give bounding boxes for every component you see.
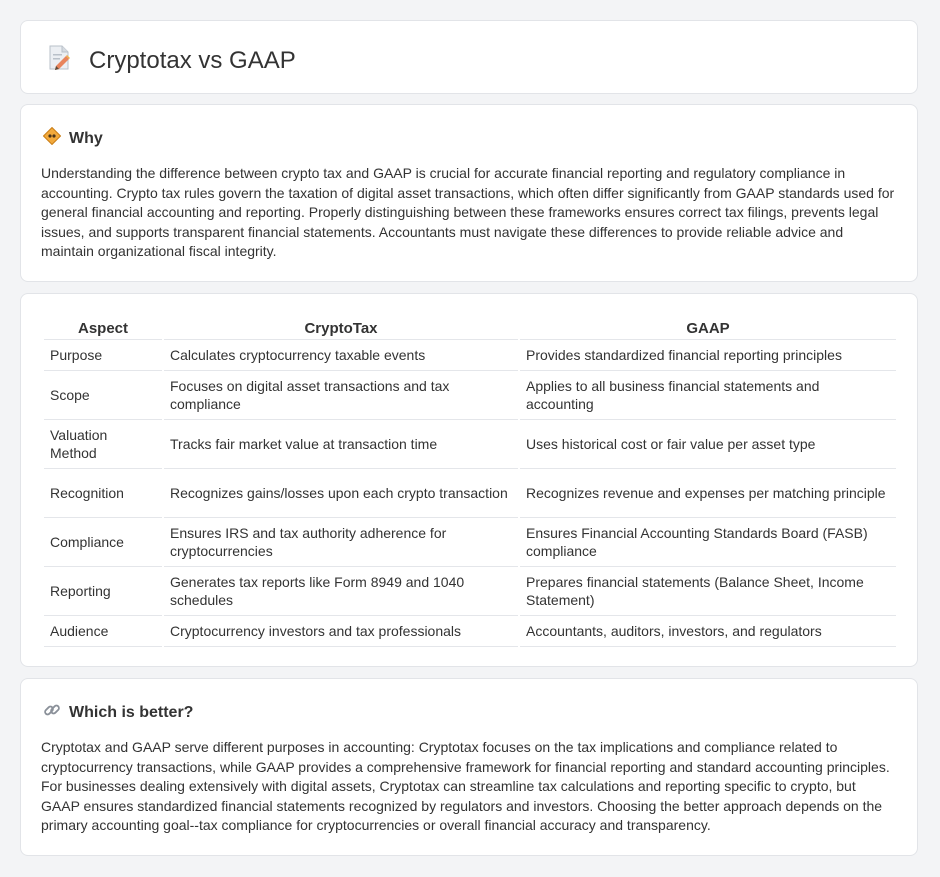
which-better-text: Cryptotax and GAAP serve different purposes in accounting: Cryptotax focuses on the tax implications and compliance related to cryptocurrency transactions, while GAAP provides a comprehensive framework for financial reporting and standard accounting principles. For businesses dealing extensively with digital assets, Cryptotax can streamline tax calculations and reporting specific to crypto, but GAAP ensures standardized financial statements recognized by regulators and investors. Choosing the better approach depends on the primary accounting goal--tax compliance for cryptocurrencies or overall financial accuracy and transparency.	[41, 739, 890, 834]
cryptotax-cell: Focuses on digital asset transactions and tax compliance	[164, 371, 518, 420]
gaap-cell: Provides standardized financial reporting principles	[520, 340, 896, 371]
aspect-cell: Reporting	[44, 567, 162, 616]
aspect-cell: Purpose	[44, 340, 162, 371]
table-row	[44, 469, 896, 518]
cryptotax-cell: Generates tax reports like Form 8949 and 1040 schedules	[164, 567, 518, 616]
gaap-cell: Uses historical cost or fair value per asset type	[520, 420, 896, 469]
cryptotax-cell: Ensures IRS and tax authority adherence for cryptocurrencies	[164, 518, 518, 567]
cryptotax-cell: Cryptocurrency investors and tax professionals	[164, 616, 518, 647]
why-text: Understanding the difference between crypto tax and GAAP is crucial for accurate financial reporting and regulatory compliance in accounting. Crypto tax rules govern the taxation of digital asset transactions, which often differ significantly from GAAP standards used for general financial accounting and reporting. Properly distinguishing between these frameworks ensures correct tax filings, prevents legal issues, and supports transparent financial statements. Accountants must navigate these differences to provide reliable advice and maintain organizational fiscal integrity.	[41, 165, 895, 260]
aspect-cell: Scope	[44, 371, 162, 420]
gaap-cell: Applies to all business financial statements and accounting	[520, 371, 896, 420]
aspect-cell: Compliance	[44, 518, 162, 567]
aspect-cell: Audience	[44, 616, 162, 647]
table-row	[44, 340, 896, 371]
page-title: Cryptotax vs GAAP	[89, 46, 296, 74]
gaap-cell: Ensures Financial Accounting Standards Board (FASB) compliance	[520, 518, 896, 567]
header-gaap: GAAP	[520, 315, 896, 340]
diamond-sign-icon	[43, 127, 61, 150]
table-header-row	[44, 315, 896, 340]
table-row	[44, 371, 896, 420]
table-row	[44, 567, 896, 616]
link-icon	[43, 701, 61, 724]
header-cryptotax: CryptoTax	[164, 315, 518, 340]
cryptotax-cell: Recognizes gains/losses upon each crypto transaction	[164, 469, 518, 518]
title-card	[20, 20, 918, 94]
gaap-cell: Accountants, auditors, investors, and regulators	[520, 616, 896, 647]
which-better-heading: Which is better?	[69, 703, 194, 721]
aspect-cell: Recognition	[44, 469, 162, 518]
aspect-cell: Valuation Method	[44, 420, 162, 469]
cryptotax-cell: Calculates cryptocurrency taxable events	[164, 340, 518, 371]
gaap-cell: Recognizes revenue and expenses per matching principle	[520, 469, 896, 518]
comparison-table	[42, 315, 898, 647]
table-row	[44, 518, 896, 567]
why-heading: Why	[69, 129, 103, 147]
gaap-cell: Prepares financial statements (Balance Sheet, Income Statement)	[520, 567, 896, 616]
header-aspect: Aspect	[44, 315, 162, 340]
document-pencil-icon	[47, 45, 71, 76]
which-better-section	[20, 678, 918, 856]
table-row	[44, 616, 896, 647]
comparison-card	[20, 293, 918, 667]
cryptotax-cell: Tracks fair market value at transaction time	[164, 420, 518, 469]
table-row	[44, 420, 896, 469]
why-section	[20, 104, 918, 282]
